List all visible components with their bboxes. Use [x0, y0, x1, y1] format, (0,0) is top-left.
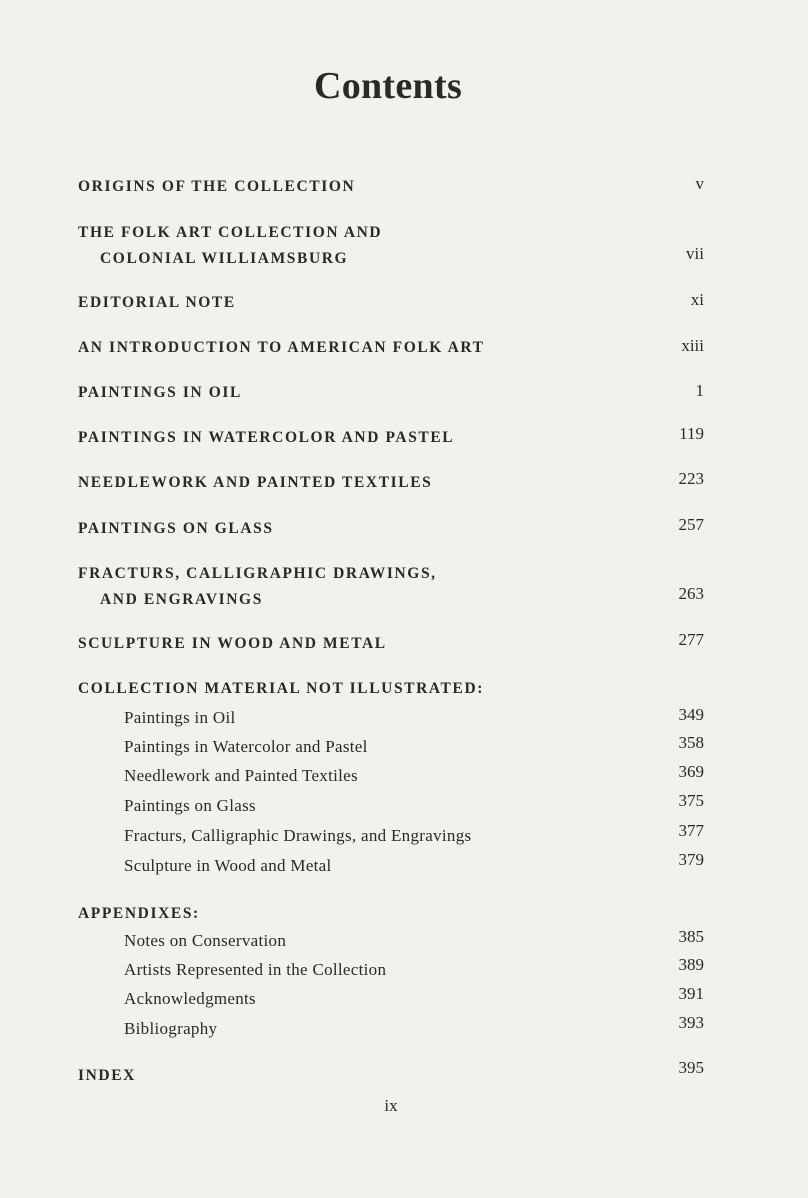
section-heading-label: APPENDIXES: [78, 905, 200, 922]
toc-entry-page: v [695, 174, 704, 193]
page-number: ix [384, 1096, 398, 1115]
toc-subentry-label: Needlework and Painted Textiles [124, 766, 358, 785]
toc-entry-page: 1 [695, 381, 704, 400]
toc-subentry-page: 389 [678, 955, 704, 974]
toc-entry-page: 395 [678, 1058, 704, 1077]
toc-entry-label: THE FOLK ART COLLECTION AND [78, 224, 383, 241]
toc-subentry-label: Fracturs, Calligraphic Drawings, and Engravings [124, 826, 472, 845]
toc-entry-label: ORIGINS OF THE COLLECTION [78, 178, 356, 195]
toc-entry-page: 119 [679, 424, 704, 443]
toc-subentry-label: Paintings in Oil [124, 708, 236, 727]
toc-entry-label: SCULPTURE IN WOOD AND METAL [78, 635, 387, 652]
toc-entry-page: xi [690, 290, 704, 309]
toc-subentry-page: 385 [678, 927, 704, 946]
toc-entry-label: PAINTINGS ON GLASS [78, 520, 274, 537]
toc-entry-page: 257 [678, 515, 704, 534]
toc-subentry-page: 377 [678, 821, 704, 840]
page-title: Contents [313, 65, 463, 107]
toc-entry-page: 263 [678, 584, 704, 603]
toc-subentry-label: Bibliography [124, 1019, 218, 1038]
toc-entry-label: FRACTURS, CALLIGRAPHIC DRAWINGS, [78, 565, 437, 582]
toc-entry-page: 223 [678, 469, 704, 488]
toc-entry-label: AN INTRODUCTION TO AMERICAN FOLK ART [78, 339, 485, 356]
toc-subentry-page: 393 [678, 1013, 704, 1032]
toc-entry-page: vii [686, 244, 704, 263]
toc-entry-page: xiii [681, 336, 704, 355]
toc-subentry-label: Paintings on Glass [124, 796, 256, 815]
toc-subentry-page: 349 [678, 705, 704, 724]
toc-subentry-label: Acknowledgments [124, 989, 256, 1008]
toc-subentry-label: Paintings in Watercolor and Pastel [124, 737, 368, 756]
toc-entry-label: PAINTINGS IN WATERCOLOR AND PASTEL [78, 429, 455, 446]
toc-subentry-label: Notes on Conservation [124, 931, 287, 950]
toc-subentry-page: 391 [678, 984, 704, 1003]
toc-entry-label-continued: AND ENGRAVINGS [100, 591, 263, 608]
toc-entry-label: EDITORIAL NOTE [78, 294, 236, 311]
toc-subentry-label: Artists Represented in the Collection [124, 960, 387, 979]
toc-entry-label: PAINTINGS IN OIL [78, 384, 242, 401]
toc-subentry-page: 379 [678, 850, 704, 869]
toc-subentry-label: Sculpture in Wood and Metal [124, 856, 332, 875]
toc-subentry-page: 369 [678, 762, 704, 781]
toc-entry-page: 277 [678, 630, 704, 649]
toc-entry-label: INDEX [78, 1067, 136, 1084]
toc-entry-label: NEEDLEWORK AND PAINTED TEXTILES [78, 474, 433, 491]
toc-entry-label-continued: COLONIAL WILLIAMSBURG [100, 250, 349, 267]
toc-subentry-page: 358 [678, 733, 704, 752]
toc-subentry-page: 375 [678, 791, 704, 810]
section-heading-label: COLLECTION MATERIAL NOT ILLUSTRATED: [78, 680, 484, 697]
